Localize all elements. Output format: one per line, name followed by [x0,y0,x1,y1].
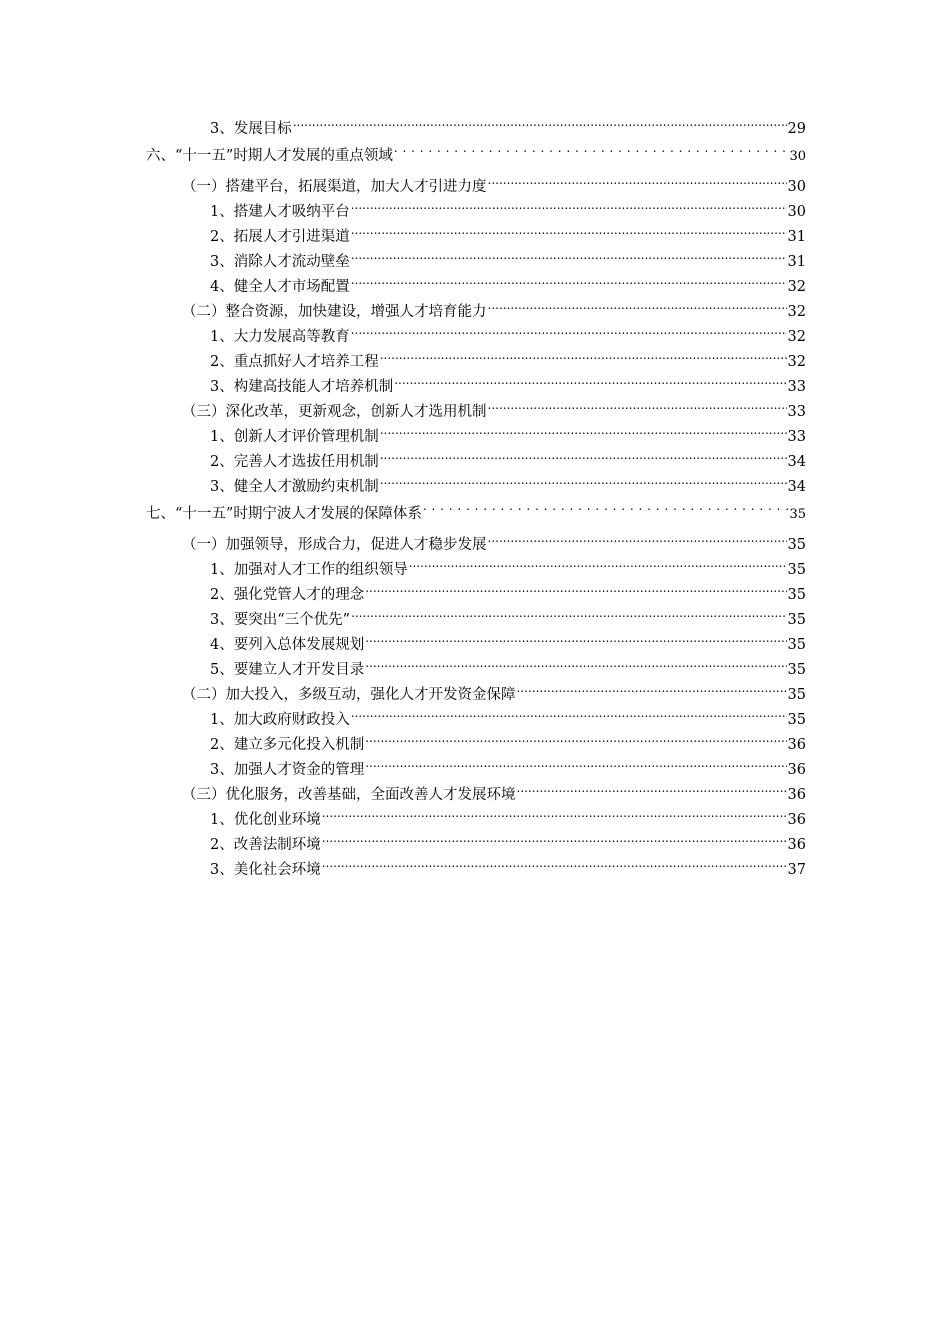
toc-entry[interactable] [146,275,806,300]
toc-entry-page-number: 32 [787,304,806,320]
toc-entry-page-number: 35 [789,507,806,522]
toc-entry-title: （二）整合资源，加快建设，增强人才培育能力 [182,304,487,320]
toc-entry-page-number: 36 [787,737,806,753]
toc-entry-title: 2、拓展人才引进渠道 [210,229,350,245]
toc-entry-page-number: 33 [787,379,806,395]
toc-entry-page-number: 37 [787,862,806,878]
toc-entry-page-number: 35 [787,587,806,603]
toc-entry-title: 3、健全人才激励约束机制 [210,479,379,495]
toc-entry[interactable] [146,708,806,733]
toc-entry-page-number: 30 [787,179,806,195]
toc-entry-page-number: 35 [787,562,806,578]
toc-entry-page-number: 29 [787,121,806,137]
toc-entry-page-number: 34 [787,454,806,470]
toc-entry-page-number: 30 [787,204,806,220]
toc-entry[interactable] [146,583,806,608]
toc-dot-leader [351,710,787,725]
toc-entry-page-number: 33 [787,429,806,445]
toc-entry[interactable] [146,658,806,683]
toc-entry-title: 3、加强人才资金的管理 [210,762,365,778]
toc-entry-page-number: 31 [787,229,806,245]
toc-entry-page-number: 34 [787,479,806,495]
toc-entry-page-number: 32 [787,354,806,370]
toc-dot-leader [293,119,787,134]
toc-entry-title: 3、要突出“三个优先” [210,612,351,628]
toc-entry[interactable] [146,142,806,175]
toc-entry[interactable] [146,833,806,858]
toc-dot-leader [488,302,787,317]
toc-dot-leader [380,477,787,492]
toc-entry[interactable] [146,225,806,250]
toc-entry-page-number: 35 [787,637,806,653]
toc-dot-leader [394,377,786,392]
toc-dot-leader [322,810,787,825]
toc-entry-page-number: 30 [789,149,806,164]
toc-entry-page-number: 32 [787,279,806,295]
toc-entry-title: 2、完善人才选拔任用机制 [210,454,379,470]
toc-entry-page-number: 35 [787,537,806,553]
toc-entry[interactable] [146,400,806,425]
toc-entry-title: 2、重点抓好人才培养工程 [210,354,379,370]
toc-dot-leader [517,685,787,700]
toc-dot-leader [488,177,787,192]
toc-entry-title: （三）深化改革，更新观念，创新人才选用机制 [182,404,487,420]
toc-entry-page-number: 36 [787,762,806,778]
toc-entry[interactable] [146,375,806,400]
toc-entry[interactable] [146,608,806,633]
toc-entry-title: 2、改善法制环境 [210,837,321,853]
toc-dot-leader [365,635,786,650]
toc-dot-leader [351,610,786,625]
toc-entry[interactable] [146,683,806,708]
toc-dot-leader [488,535,787,550]
toc-entry-title: 1、创新人才评价管理机制 [210,429,379,445]
toc-entry-title: （一）搭建平台，拓展渠道，加大人才引进力度 [182,179,487,195]
toc-entry[interactable] [146,350,806,375]
toc-entry-title: （二）加大投入，多级互动，强化人才开发资金保障 [182,687,516,703]
toc-entry[interactable] [146,633,806,658]
toc-dot-leader [351,227,787,242]
toc-entry[interactable] [146,783,806,808]
toc-dot-leader [365,660,786,675]
toc-dot-leader [351,252,787,267]
toc-entry-title: 3、美化社会环境 [210,862,321,878]
toc-entry[interactable] [146,425,806,450]
toc-dot-leader [380,427,787,442]
toc-dot-leader [488,402,787,417]
toc-entry[interactable] [146,117,806,142]
toc-entry-title: 4、要列入总体发展规划 [210,637,365,653]
toc-entry-title: 3、消除人才流动壁垒 [210,254,350,270]
toc-dot-leader [380,452,787,467]
toc-entry-title: 2、强化党管人才的理念 [210,587,365,603]
toc-entry-title: 1、搭建人才吸纳平台 [210,204,350,220]
toc-dot-leader [365,760,786,775]
toc-entry-page-number: 35 [787,712,806,728]
toc-dot-leader [365,735,786,750]
toc-entry[interactable] [146,808,806,833]
toc-entry-page-number: 33 [787,404,806,420]
toc-dot-leader [322,835,787,850]
toc-dot-leader [351,327,787,342]
toc-entry-title: 1、优化创业环境 [210,812,321,828]
toc-entry-title: 5、要建立人才开发目录 [210,662,365,678]
toc-entry-title: 1、加强对人才工作的组织领导 [210,562,408,578]
toc-entry-page-number: 35 [787,687,806,703]
toc-dot-leader [351,277,787,292]
toc-entry[interactable] [146,558,806,583]
toc-entry[interactable] [146,250,806,275]
toc-entry-page-number: 32 [787,329,806,345]
toc-entry[interactable] [146,300,806,325]
toc-entry-page-number: 35 [787,662,806,678]
toc-entry[interactable] [146,533,806,558]
toc-entry[interactable] [146,450,806,475]
toc-entry[interactable] [146,475,806,500]
toc-entry[interactable] [146,733,806,758]
toc-entry-page-number: 35 [787,612,806,628]
toc-dot-leader [517,785,787,800]
toc-dot-leader [394,146,789,161]
toc-dot-leader [351,202,787,217]
toc-dot-leader [409,560,787,575]
toc-entry-title: 1、加大政府财政投入 [210,712,350,728]
toc-entry-page-number: 36 [787,812,806,828]
toc-entry[interactable] [146,200,806,225]
toc-entry[interactable] [146,758,806,783]
toc-entry-page-number: 36 [787,837,806,853]
toc-dot-leader [423,504,789,519]
toc-entry-title: （三）优化服务，改善基础，全面改善人才发展环境 [182,787,516,803]
toc-entry[interactable] [146,500,806,533]
toc-entry-title: 3、构建高技能人才培养机制 [210,379,394,395]
toc-dot-leader [322,860,787,875]
toc-entry-title: 4、健全人才市场配置 [210,279,350,295]
toc-entry-title: 六、“十一五”时期人才发展的重点领域 [146,148,393,164]
toc-entry[interactable] [146,325,806,350]
toc-entry-title: 2、建立多元化投入机制 [210,737,365,753]
toc-entry-page-number: 31 [787,254,806,270]
toc-entry-title: 1、大力发展高等教育 [210,329,350,345]
toc-dot-leader [365,585,786,600]
toc-entry-title: 3、发展目标 [210,121,292,137]
toc-dot-leader [380,352,787,367]
toc-entry[interactable] [146,175,806,200]
toc-entry[interactable] [146,858,806,883]
toc-entry-title: （一）加强领导，形成合力，促进人才稳步发展 [182,537,487,553]
toc-entry-page-number: 36 [787,787,806,803]
toc-entry-title: 七、“十一五”时期宁波人才发展的保障体系 [146,506,422,522]
table-of-contents [146,117,806,883]
